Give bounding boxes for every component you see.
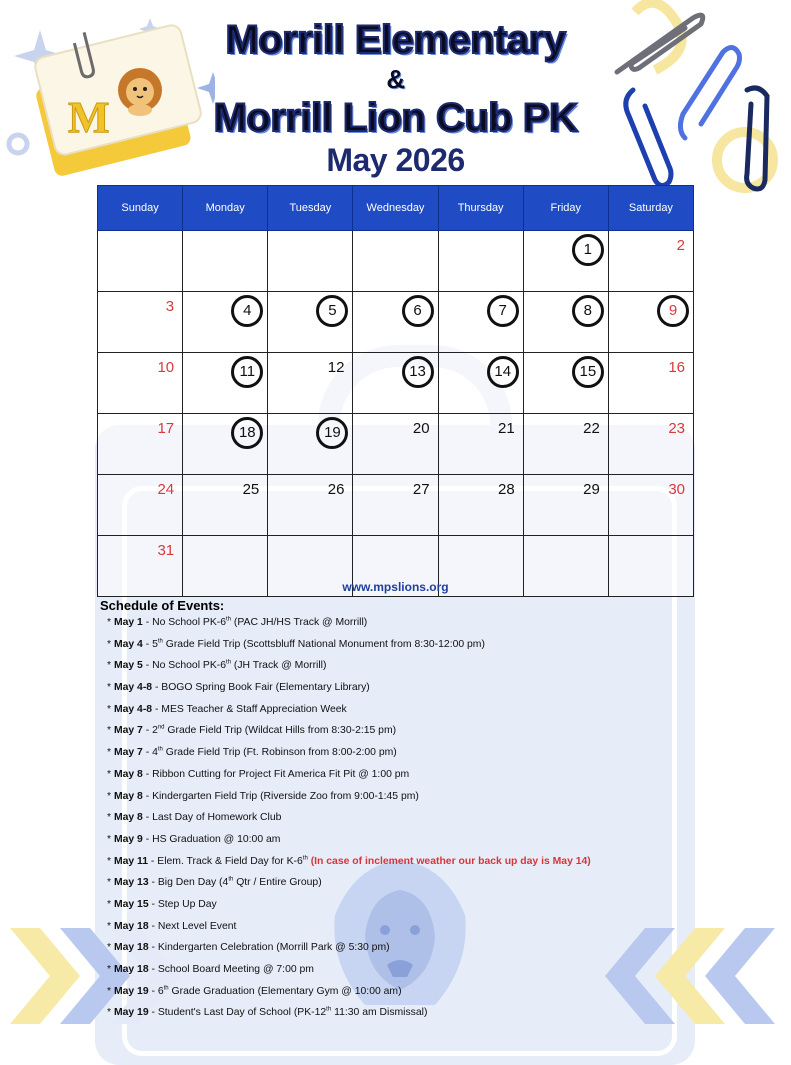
event-date: May 18	[113, 942, 149, 954]
ordinal-suffix: th	[226, 616, 232, 623]
event-description: Step Up Day	[157, 898, 217, 910]
ordinal-suffix: th	[228, 876, 234, 883]
calendar-day-cell	[183, 475, 268, 536]
school-name-title: Morrill Elementary	[225, 18, 566, 62]
event-date: May 18	[113, 920, 149, 932]
ordinal-suffix: th	[226, 659, 232, 666]
event-item: * May 15 - Step Up Day	[107, 898, 217, 910]
event-date: May 8	[113, 812, 143, 824]
day-number: 5	[316, 295, 348, 327]
event-date: May 4-8	[113, 682, 153, 694]
event-date: May 5	[113, 660, 143, 672]
calendar-day-cell	[268, 292, 353, 353]
calendar-day-cell	[608, 414, 693, 475]
day-number: 6	[402, 295, 434, 327]
weekday-header-row	[98, 186, 694, 231]
weekday-header: Thursday	[438, 186, 523, 231]
website-url[interactable]: www.mpslions.org	[342, 580, 449, 594]
day-number: 17	[157, 420, 175, 437]
event-item: * May 5 - No School PK-6th (JH Track @ Morrill)	[107, 659, 327, 672]
event-date: May 7	[113, 747, 143, 759]
calendar-day-cell	[183, 414, 268, 475]
event-description: Kindergarten Celebration (Morrill Park @ 5:30 pm)	[157, 942, 390, 954]
event-date: May 1	[113, 617, 143, 628]
day-number: 9	[657, 295, 689, 327]
event-item: * May 11 - Elem. Track & Field Day for K-6th (In case of inclement weather our back up day is May 14)	[107, 855, 591, 867]
day-number: 21	[498, 420, 515, 437]
event-description-rest: 11:30 am Dismissal)	[331, 1007, 428, 1019]
weekday-header: Saturday	[608, 186, 693, 231]
month-title: May 2026	[326, 142, 465, 178]
event-item: * May 8 - Kindergarten Field Trip (Riverside Zoo from 9:00-1:45 pm)	[107, 790, 419, 802]
event-description: Big Den Day (4	[157, 877, 229, 889]
event-item: * May 18 - School Board Meeting @ 7:00 pm	[107, 964, 314, 975]
event-description: HS Graduation @ 10:00 am	[152, 833, 281, 845]
calendar-week-row	[98, 231, 694, 292]
calendar-day-cell	[353, 475, 438, 536]
ordinal-suffix: th	[157, 746, 163, 753]
calendar-day-cell	[523, 231, 608, 292]
calendar-day-cell	[98, 231, 183, 292]
day-number: 14	[487, 356, 519, 388]
event-date: May 4	[113, 638, 143, 650]
event-item: * May 4-8 - MES Teacher & Staff Appreciation Week	[107, 703, 347, 715]
day-number: 1	[572, 234, 604, 266]
event-item: * May 4-8 - BOGO Spring Book Fair (Elementary Library)	[107, 682, 370, 694]
event-item: * May 8 - Last Day of Homework Club	[107, 812, 282, 824]
day-number: 20	[412, 420, 430, 437]
calendar-week-row	[98, 414, 694, 475]
calendar-day-cell	[183, 292, 268, 353]
day-number: 3	[165, 298, 175, 315]
day-number: 24	[157, 481, 175, 498]
weekday-header: Friday	[523, 186, 608, 231]
calendar-day-cell	[98, 292, 183, 353]
calendar-day-cell	[523, 292, 608, 353]
calendar-day-cell	[608, 292, 693, 353]
calendar-day-cell	[608, 353, 693, 414]
ampersand: &	[386, 64, 405, 94]
calendar-day-cell	[353, 292, 438, 353]
day-number: 2	[676, 237, 685, 254]
day-number: 25	[242, 481, 260, 498]
event-description: BOGO Spring Book Fair (Elementary Library)	[161, 682, 370, 694]
ordinal-suffix: th	[163, 985, 169, 992]
event-item: * May 1 - No School PK-6th (PAC JH/HS Track @ Morrill)	[107, 616, 368, 628]
event-description-rest: Qtr / Entire Group)	[233, 877, 322, 889]
calendar-day-cell	[353, 414, 438, 475]
calendar-day-cell	[523, 414, 608, 475]
weekday-header: Wednesday	[353, 186, 438, 231]
event-date: May 13	[113, 877, 149, 889]
calendar-week-row	[98, 292, 694, 353]
calendar-day-cell	[353, 231, 438, 292]
calendar-day-cell	[183, 231, 268, 292]
event-description: Last Day of Homework Club	[152, 812, 282, 824]
event-description-rest: (JH Track @ Morrill)	[231, 660, 327, 672]
weekday-header: Sunday	[98, 186, 183, 231]
event-description: 4	[152, 747, 158, 759]
day-number: 10	[157, 359, 175, 376]
event-date: May 19	[113, 985, 149, 997]
logo-letter: M	[68, 93, 110, 142]
day-number: 29	[583, 481, 600, 498]
calendar-day-cell	[98, 353, 183, 414]
calendar-day-cell	[268, 353, 353, 414]
event-item: * May 4 - 5th Grade Field Trip (Scottsbluff National Monument from 8:30-12:00 pm)	[107, 638, 485, 650]
event-item: * May 19 - Student's Last Day of School (PK-12th 11:30 am Dismissal)	[107, 1006, 428, 1019]
calendar-day-cell	[98, 414, 183, 475]
event-description: 2	[152, 725, 158, 737]
day-number: 31	[157, 542, 175, 559]
event-date: May 7	[113, 725, 143, 737]
event-weather-note: (In case of inclement weather our back up day is May 14)	[310, 855, 591, 867]
calendar-day-cell	[523, 353, 608, 414]
event-date: May 9	[113, 833, 143, 845]
ordinal-suffix: th	[326, 1006, 332, 1013]
event-description-rest: Grade Field Trip (Scottsbluff National Monument from 8:30-12:00 pm)	[162, 638, 485, 650]
day-number: 22	[583, 420, 600, 437]
event-description-rest: (PAC JH/HS Track @ Morrill)	[231, 617, 368, 628]
ordinal-suffix: th	[157, 638, 163, 645]
calendar-day-cell	[438, 475, 523, 536]
event-item: * May 19 - 6th Grade Graduation (Elementary Gym @ 10:00 am)	[107, 985, 402, 997]
event-description: MES Teacher & Staff Appreciation Week	[161, 703, 347, 715]
calendar-day-cell	[268, 231, 353, 292]
calendar-day-cell	[438, 292, 523, 353]
day-number: 8	[572, 295, 604, 327]
calendar-day-cell	[523, 475, 608, 536]
calendar-day-cell	[608, 231, 693, 292]
event-item: * May 13 - Big Den Day (4th Qtr / Entire Group)	[107, 876, 322, 889]
day-number: 19	[316, 417, 348, 449]
schedule-title: Schedule of Events:	[100, 598, 225, 613]
day-number: 23	[668, 420, 685, 437]
day-number: 13	[402, 356, 434, 388]
day-number: 26	[327, 481, 345, 498]
event-item: * May 9 - HS Graduation @ 10:00 am	[107, 833, 281, 845]
weekday-header: Monday	[183, 186, 268, 231]
day-number: 18	[231, 417, 263, 449]
event-description: Kindergarten Field Trip (Riverside Zoo from 9:00-1:45 pm)	[152, 790, 419, 802]
event-date: May 8	[113, 768, 143, 780]
event-date: May 11	[113, 855, 149, 867]
day-number: 28	[498, 481, 515, 498]
event-item: * May 18 - Next Level Event	[107, 920, 237, 932]
event-description: 5	[152, 638, 158, 650]
event-description-rest: Grade Field Trip (Ft. Robinson from 8:00-2:00 pm)	[162, 747, 397, 759]
event-item: * May 8 - Ribbon Cutting for Project Fit America Fit Pit @ 1:00 pm	[107, 768, 410, 780]
calendar-day-cell	[438, 231, 523, 292]
event-date: May 19	[113, 1007, 149, 1019]
month-calendar	[97, 185, 694, 597]
event-description: 6	[157, 985, 164, 997]
day-number: 16	[668, 359, 685, 376]
calendar-day-cell	[438, 414, 523, 475]
calendar-day-cell	[438, 353, 523, 414]
day-number: 12	[327, 359, 345, 376]
day-number: 4	[231, 295, 263, 327]
event-description: No School PK-6	[152, 617, 226, 628]
event-description: School Board Meeting @ 7:00 pm	[157, 964, 314, 975]
event-description: Elem. Track & Field Day for K-6	[157, 855, 303, 867]
event-description: No School PK-6	[152, 660, 226, 672]
ordinal-suffix: nd	[157, 724, 165, 731]
events-list	[107, 612, 591, 1024]
day-number: 11	[231, 356, 263, 388]
day-number: 27	[412, 481, 430, 498]
preschool-name-title: Morrill Lion Cub PK	[213, 96, 578, 140]
calendar-day-cell	[268, 475, 353, 536]
event-description: Student's Last Day of School (PK-12	[157, 1007, 327, 1019]
day-number: 30	[668, 481, 685, 498]
event-date: May 18	[113, 964, 149, 975]
calendar-day-cell	[98, 475, 183, 536]
weekday-header: Tuesday	[268, 186, 353, 231]
event-date: May 15	[113, 898, 149, 910]
event-description: Next Level Event	[157, 920, 237, 932]
calendar-week-row	[98, 475, 694, 536]
calendar-day-cell	[183, 353, 268, 414]
event-description-rest: Grade Field Trip (Wildcat Hills from 8:30-2:15 pm)	[164, 725, 397, 737]
day-number: 7	[487, 295, 519, 327]
event-item: * May 7 - 2nd Grade Field Trip (Wildcat Hills from 8:30-2:15 pm)	[107, 724, 397, 737]
event-date: May 4-8	[113, 703, 153, 715]
event-item: * May 7 - 4th Grade Field Trip (Ft. Robinson from 8:00-2:00 pm)	[107, 746, 397, 759]
calendar-day-cell	[268, 414, 353, 475]
event-date: May 8	[113, 790, 143, 802]
event-description: Ribbon Cutting for Project Fit America Fit Pit @ 1:00 pm	[152, 768, 410, 780]
ordinal-suffix: th	[302, 855, 308, 862]
event-item: * May 18 - Kindergarten Celebration (Morrill Park @ 5:30 pm)	[107, 942, 390, 954]
day-number: 15	[572, 356, 604, 388]
calendar-week-row	[98, 353, 694, 414]
calendar-body	[98, 231, 694, 597]
calendar-day-cell	[608, 475, 693, 536]
calendar-day-cell	[353, 353, 438, 414]
chevron-decoration-right	[585, 928, 791, 1024]
event-description-rest: Grade Graduation (Elementary Gym @ 10:00 am)	[168, 985, 402, 997]
